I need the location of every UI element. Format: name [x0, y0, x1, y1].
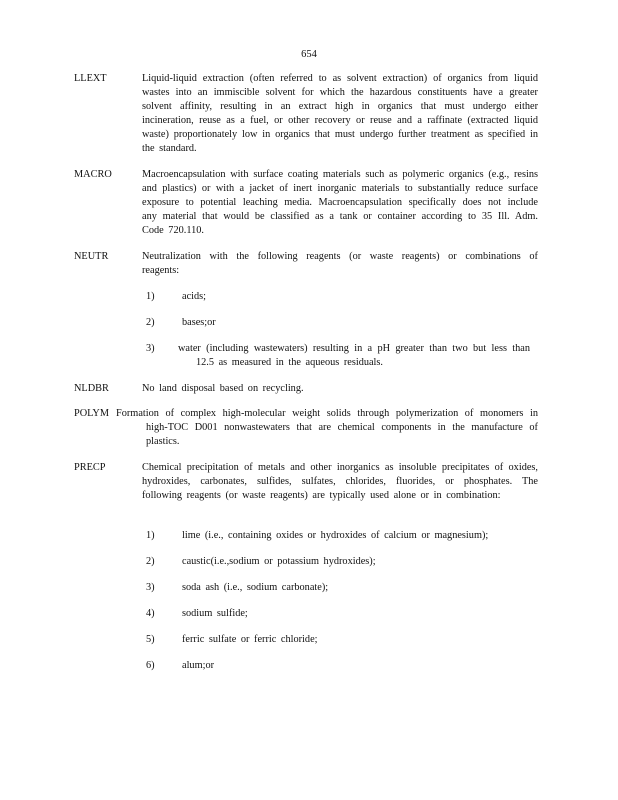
term-description: Formation of complex high-molecular weight solids through polymerization of monomers in high-TOC D001 nonwastewaters that are chemical components in the manufacture of plastics.: [116, 408, 538, 447]
list-text: sodium sulfide;: [182, 608, 248, 619]
list-item: [146, 529, 542, 543]
list-number: 1): [146, 291, 155, 302]
term-code: MACRO: [74, 169, 112, 180]
definition-neutr: [74, 250, 538, 278]
list-number: 2): [146, 317, 155, 328]
term-description: Liquid-liquid extraction (often referred to as solvent extraction) of organics from liquid wastes into an immiscible solvent for which the hazardous constituents have a greater solvent affinity, resulting in an extract high in organics that must undergo either incineration, reuse as a fuel, or other recovery or reuse and a raffinate (extracted liquid waste) proportionately low in organics that must undergo further treatment as specified in the standard.: [142, 73, 538, 154]
definition-polym: [74, 407, 538, 449]
definition-llext: [74, 72, 538, 156]
list-text: acids;: [182, 291, 207, 302]
list-number: 5): [146, 634, 155, 645]
list-number: 6): [146, 660, 155, 671]
list-item: [146, 659, 542, 673]
list-item: [146, 290, 542, 304]
term-code: NEUTR: [74, 251, 109, 262]
list-text: water (including wastewaters) resulting in a pH greater than two but less than 12.5 as measured in the aqueous residuals.: [178, 343, 530, 368]
definition-precp: [74, 461, 538, 503]
term-code: LLEXT: [74, 73, 107, 84]
list-item: [146, 342, 530, 370]
list-item: [146, 316, 542, 330]
term-code: NLDBR: [74, 383, 109, 394]
list-text: ferric sulfate or ferric chloride;: [182, 634, 318, 645]
list-text: alum;or: [182, 660, 215, 671]
list-number: 4): [146, 608, 155, 619]
definition-macro: [74, 168, 538, 238]
list-number: 2): [146, 556, 155, 567]
list-item: [146, 555, 542, 569]
list-text: soda ash (i.e., sodium carbonate);: [182, 582, 329, 593]
list-number: 3): [146, 343, 155, 354]
list-text: bases;or: [182, 317, 216, 328]
term-code: POLYM: [74, 408, 110, 419]
page-number: 654: [301, 49, 317, 60]
list-text: caustic(i.e.,sodium or potassium hydroxides);: [182, 556, 376, 567]
list-item: [146, 581, 542, 595]
list-item: [146, 633, 542, 647]
term-description: No land disposal based on recycling.: [142, 383, 304, 394]
list-item: [146, 607, 542, 621]
definition-nldbr: [74, 382, 538, 396]
term-code: PRECP: [74, 462, 106, 473]
term-description: Macroencapsulation with surface coating materials such as polymeric organics (e.g., resins and plastics) or with a jacket of inert inorganic materials to substantially reduce surface exposure to potential leaching media. Macroencapsulation specifically does not include any material that would be classified as a tank or container according to 35 Ill. Adm. Code 720.110.: [142, 169, 538, 236]
list-text: lime (i.e., containing oxides or hydroxides of calcium or magnesium);: [182, 530, 489, 541]
term-description: Chemical precipitation of metals and other inorganics as insoluble precipitates of oxides, hydroxides, carbonates, sulfides, sulfates, chlorides, fluorides, or phosphates. The following reagents (or waste reagents) are typically used alone or in combination:: [142, 462, 538, 501]
term-description: Neutralization with the following reagents (or waste reagents) or combinations of reagents:: [142, 251, 538, 276]
list-number: 3): [146, 582, 155, 593]
list-number: 1): [146, 530, 155, 541]
